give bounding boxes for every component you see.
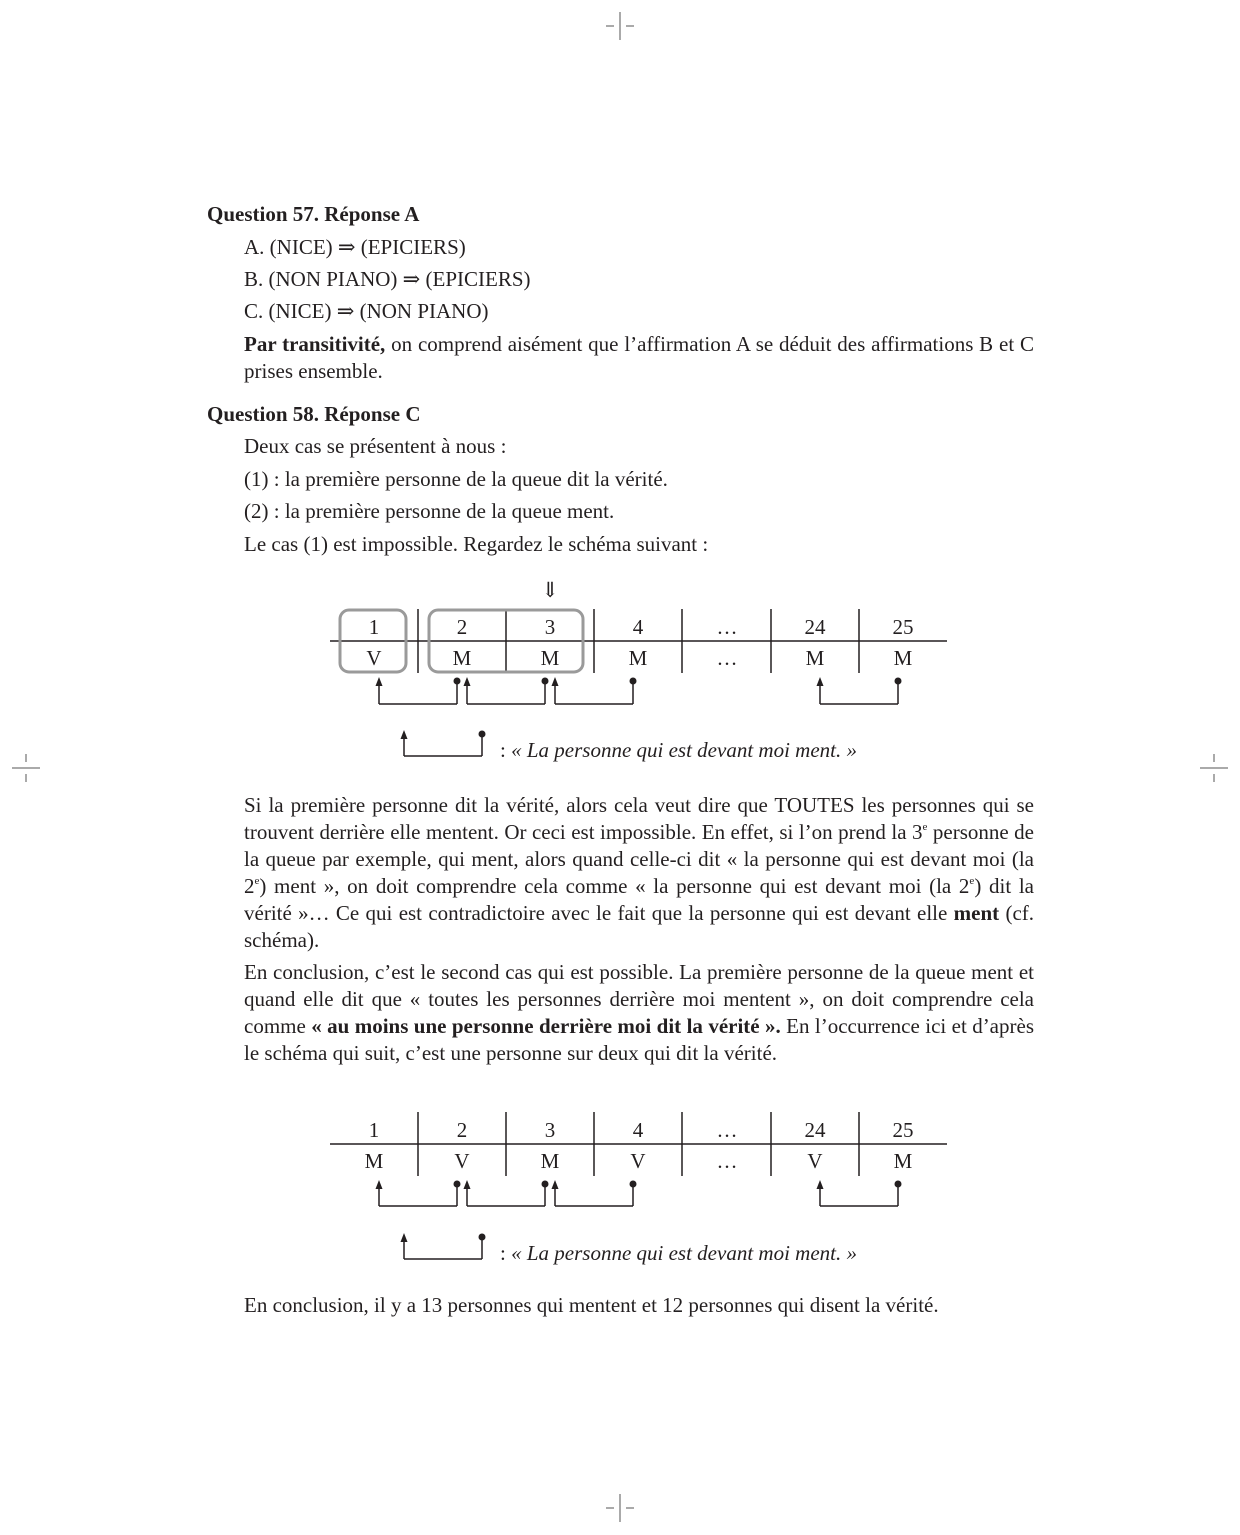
explanation-part-1: Si la première personne dit la vérité, alors cela veut dire que TOUTES les personnes qui se trouvent derrière elle mentent. Or ceci est impossible. En effet, si l’on prend la 3 [244, 793, 1034, 844]
diagram-2-value: … [716, 1149, 738, 1173]
diagram-2-value: M [540, 1149, 560, 1173]
q57-statement-b: B. (NON PIANO) ⇒ (EPICIERS) [244, 267, 531, 291]
diagram-1-header: 4 [632, 615, 644, 639]
diagram-2-legend-symbol [401, 1233, 486, 1259]
diagram-2-header: 25 [892, 1118, 914, 1142]
diagram-2-connector [817, 1180, 902, 1206]
explanation-part-3: ) ment », on doit comprendre cela comme « la personne qui est devant moi (la 2 [259, 874, 970, 898]
diagram-2-legend [500, 1241, 857, 1265]
explanation-part-2: personne de la queue par exemple, qui ment, alors quand celle-ci dit « la personne qui est devant moi (la 2 [244, 820, 1034, 898]
q58-intro: Deux cas se présentent à nous : [244, 434, 507, 458]
diagram-2-connector [376, 1180, 461, 1206]
diagram-1-value: … [716, 646, 738, 670]
diagram-2-header: … [716, 1118, 738, 1142]
diagram-1-header: 2 [456, 615, 468, 639]
diagram-1-value: M [628, 646, 648, 670]
q58-heading: Question 58. Réponse C [207, 402, 421, 426]
diagram-1-legend-quote: « La personne qui est devant moi ment. » [511, 738, 857, 762]
crop-mark-bottom [606, 1494, 634, 1522]
q58-case-1: (1) : la première personne de la queue dit la vérité. [244, 467, 668, 491]
q58-impossible: Le cas (1) est impossible. Regardez le schéma suivant : [244, 532, 709, 556]
diagram-1-value: M [893, 646, 913, 670]
explanation-sup-3: e [969, 875, 975, 887]
diagram-2-legend-prefix: : [500, 1241, 512, 1265]
diagram-1-value: M [540, 646, 560, 670]
diagram-2-legend-quote: « La personne qui est devant moi ment. » [511, 1241, 857, 1265]
q57-statement-c: C. (NICE) ⇒ (NON PIANO) [244, 299, 489, 323]
explanation-part-5: (cf. schéma). [244, 901, 1035, 952]
conclusion-bold: « au moins une personne derrière moi dit la vérité ». [311, 1014, 781, 1038]
conclusion-part-1: En conclusion, c’est le second cas qui est possible. La première personne de la queue ment et quand elle dit que « toutes les personnes derrière moi mentent », on doit comprendre cela comme [244, 960, 1034, 1038]
diagram-1-header: … [716, 615, 738, 639]
diagram-2-connector [552, 1180, 637, 1206]
explanation-bold-ment: ment [953, 901, 1000, 925]
q57-conclusion-text: on comprend aisément que l’affirmation A se déduit des affirmations B et C prises ensemble. [244, 332, 1034, 383]
diagram-1-header: 25 [892, 615, 914, 639]
diagram-2-header: 24 [804, 1118, 826, 1142]
diagram-1-legend-prefix: : [500, 738, 512, 762]
q57-statement-a: A. (NICE) ⇒ (EPICIERS) [244, 235, 466, 259]
diagram-2-connector [464, 1180, 549, 1206]
diagram-1-header: 3 [544, 615, 556, 639]
diagram-1-value: M [805, 646, 825, 670]
q57-conclusion-bold: Par transitivité, [244, 332, 386, 356]
diagram-1-value: M [452, 646, 472, 670]
q58-final-conclusion: En conclusion, il y a 13 personnes qui mentent et 12 personnes qui disent la vérité. [244, 1293, 939, 1317]
explanation-sup-1: e [922, 821, 928, 833]
explanation-sup-2: e [254, 875, 260, 887]
diagram-2-value: V [807, 1149, 823, 1173]
diagram-1-header: 24 [804, 615, 826, 639]
diagram-1-pointer-arrow: ⇓ [541, 578, 559, 602]
q58-case-2: (2) : la première personne de la queue ment. [244, 499, 615, 523]
explanation-part-4: ) dit la vérité »… Ce qui est contradictoire avec le fait que la personne qui est devant elle [244, 874, 1034, 925]
diagram-2-value: M [893, 1149, 913, 1173]
diagram-2-header: 2 [456, 1118, 468, 1142]
diagram-2-value: M [364, 1149, 384, 1173]
diagram-2-header: 4 [632, 1118, 644, 1142]
q57-heading: Question 57. Réponse A [207, 202, 420, 226]
diagram-2-value: V [454, 1149, 470, 1173]
diagram-2-value: V [630, 1149, 646, 1173]
diagram-2-header: 3 [544, 1118, 556, 1142]
diagram-1-value: V [366, 646, 382, 670]
conclusion-part-2: En l’occurrence ici et d’après le schéma qui suit, c’est une personne sur deux qui dit la vérité. [244, 1014, 1034, 1065]
diagram-1-header: 1 [368, 615, 380, 639]
diagram-2-header: 1 [368, 1118, 380, 1142]
